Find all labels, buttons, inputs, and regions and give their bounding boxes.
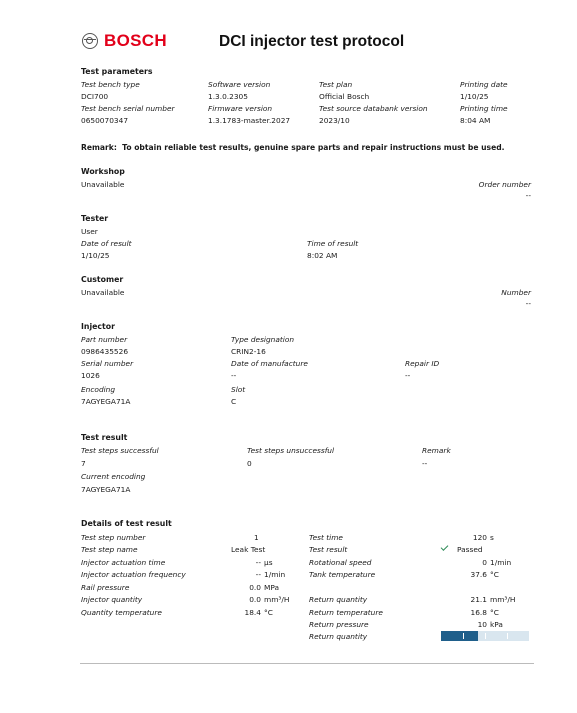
repair-id-label: Repair ID [405,359,440,368]
test-result-remark-label: Remark [422,446,451,455]
detail-unit: mm³/H [264,595,290,604]
detail-value: -- [255,570,261,579]
footer-divider [80,663,534,664]
serial-number-label: Serial number [81,359,134,368]
date-of-result-label: Date of result [81,239,132,248]
bench-type-value: DCI700 [81,92,109,101]
workshop-value: Unavailable [81,180,125,189]
bosch-logo [82,32,167,49]
part-number-value: 0986435526 [81,347,129,356]
printing-time-value: 8:04 AM [460,116,491,125]
remark-line [81,144,505,152]
date-of-manufacture-label: Date of manufacture [231,359,308,368]
detail-value: 120 [472,533,487,542]
detail-label: Return pressure [309,620,369,629]
page-title: DCI injector test protocol [219,33,405,50]
bench-type-label: Test bench type [81,80,140,89]
gauge-tick [485,633,486,639]
section-heading-customer: Customer [81,275,124,284]
detail-unit: °C [490,570,499,579]
steps-successful-label: Test steps successful [81,446,159,455]
steps-unsuccessful-value: 0 [247,459,252,468]
detail-label: Return quantity [309,632,368,641]
detail-unit: °C [490,608,499,617]
detail-unit: 1/min [490,558,512,567]
detail-unit: °C [264,608,273,617]
return-quantity-gauge [441,631,529,641]
detail-value: 10 [477,620,487,629]
detail-label: Return quantity [309,595,368,604]
databank-value: 2023/10 [319,116,350,125]
detail-value: 0.0 [249,595,261,604]
detail-unit: µs [264,558,273,567]
detail-label: Test step number [81,533,146,542]
serial-number-value: 1026 [81,371,100,380]
detail-value: Leak Test [231,545,266,554]
repair-id-value: -- [405,371,411,380]
date-of-manufacture-value: -- [231,371,237,380]
steps-unsuccessful-label: Test steps unsuccessful [247,446,335,455]
detail-label: Test step name [81,545,138,554]
type-designation-value: CRIN2-16 [231,347,266,356]
encoding-value: 7AGYEGA71A [81,397,131,406]
detail-label: Test result [309,545,348,554]
gauge-fill [441,631,478,641]
detail-value: 37.6 [470,570,487,579]
detail-unit: MPa [264,583,280,592]
section-heading-injector: Injector [81,322,115,331]
printing-date-value: 1/10/25 [460,92,489,101]
customer-value: Unavailable [81,288,125,297]
detail-unit: 1/min [264,570,286,579]
detail-unit: mm³/H [490,595,516,604]
gauge-tick [463,633,464,639]
steps-successful-value: 7 [81,459,86,468]
detail-value: 1 [254,533,259,542]
encoding-label: Encoding [81,385,116,394]
printing-time-label: Printing time [460,104,508,113]
test-plan-label: Test plan [319,80,353,89]
section-heading-test-parameters: Test parameters [81,67,153,76]
detail-value: 0 [482,558,487,567]
part-number-label: Part number [81,335,128,344]
software-version-value: 1.3.0.2305 [208,92,248,101]
section-heading-test-result: Test result [81,433,128,442]
detail-label: Test time [309,533,343,542]
test-plan-value: Official Bosch [319,92,370,101]
section-heading-tester: Tester [81,214,109,223]
bosch-armature-icon [82,33,98,49]
customer-number-value: -- [525,299,531,308]
detail-label: Rail pressure [81,583,130,592]
detail-label: Quantity temperature [81,608,162,617]
tester-value: User [81,227,98,236]
date-of-result-value: 1/10/25 [81,251,110,260]
databank-label: Test source databank version [319,104,428,113]
test-result-status: Passed [457,545,483,554]
detail-label: Injector actuation time [81,558,166,567]
firmware-label: Firmware version [208,104,273,113]
detail-value: -- [255,558,261,567]
detail-value: 0.0 [249,583,261,592]
detail-unit: s [490,533,494,542]
order-number-value: -- [525,191,531,200]
brand-name: BOSCH [104,31,167,50]
order-number-label: Order number [478,180,531,189]
remark-label: Remark: [81,143,117,152]
bench-serial-value: 0650070347 [81,116,129,125]
detail-label: Injector actuation frequency [81,570,186,579]
firmware-value: 1.3.1783-master.2027 [208,116,291,125]
current-encoding-value: 7AGYEGA71A [81,485,131,494]
time-of-result-label: Time of result [307,239,359,248]
detail-label: Tank temperature [309,570,376,579]
slot-label: Slot [231,385,246,394]
section-heading-details: Details of test result [81,519,172,528]
detail-value: 18.4 [244,608,261,617]
detail-label: Return temperature [309,608,383,617]
type-designation-label: Type designation [231,335,295,344]
detail-value: 16.8 [470,608,487,617]
gauge-tick [507,633,508,639]
bench-serial-label: Test bench serial number [81,104,175,113]
customer-number-label: Number [501,288,531,297]
test-result-remark-value: -- [422,459,428,468]
check-icon [441,543,449,551]
detail-label: Rotational speed [309,558,372,567]
remark-text: To obtain reliable test results, genuine spare parts and repair instructions must be used. [122,143,505,152]
printing-date-label: Printing date [460,80,508,89]
detail-value: 21.1 [470,595,487,604]
section-heading-workshop: Workshop [81,167,125,176]
time-of-result-value: 8:02 AM [307,251,338,260]
slot-value: C [231,397,237,406]
detail-unit: kPa [490,620,503,629]
software-version-label: Software version [208,80,271,89]
detail-label: Injector quantity [81,595,143,604]
current-encoding-label: Current encoding [81,472,146,481]
